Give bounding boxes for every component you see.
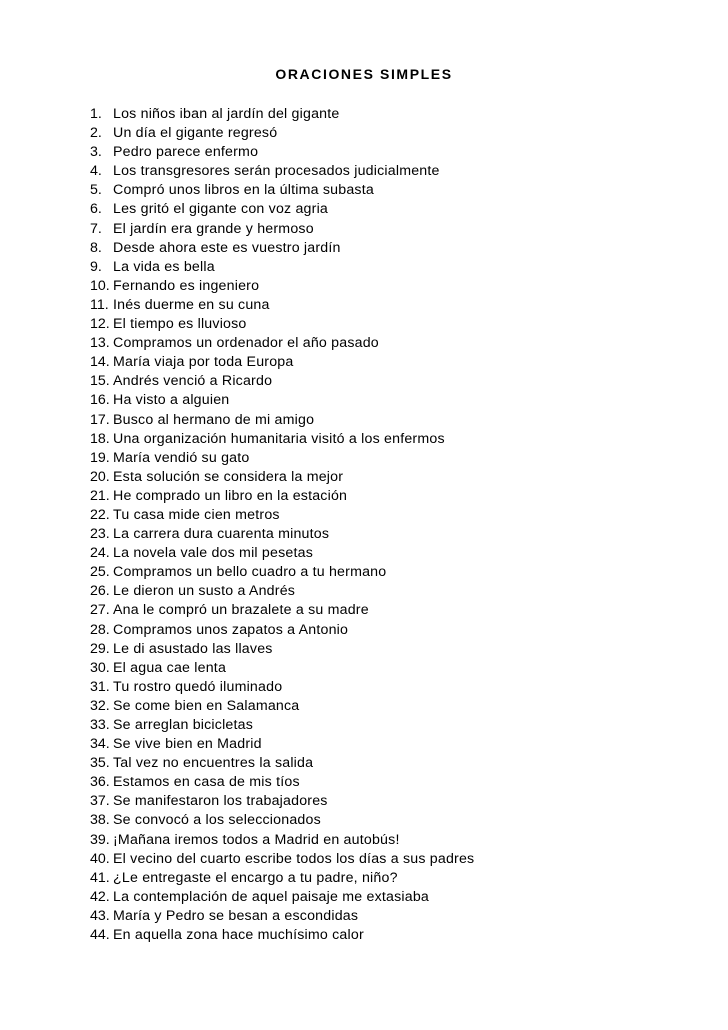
- list-item: [90, 697, 710, 716]
- list-item-number: 31.: [90, 678, 110, 695]
- list-item-number: 21.: [90, 487, 110, 504]
- list-item-number: 10.: [90, 277, 110, 294]
- list-item-text: Pedro parece enfermo: [113, 144, 259, 161]
- list-item-number: 39.: [90, 831, 110, 848]
- list-item: [90, 296, 710, 315]
- list-item-text: Esta solución se considera la mejor: [113, 468, 344, 485]
- list-item-text: Le di asustado las llaves: [113, 640, 273, 657]
- list-item: [90, 468, 710, 487]
- list-item-text: ¿Le entregaste el encargo a tu padre, niño?: [113, 869, 398, 886]
- sentence-list: [90, 105, 710, 945]
- list-item: [90, 582, 710, 601]
- list-item: [90, 353, 710, 372]
- list-item-text: Una organización humanitaria visitó a los enfermos: [113, 430, 445, 447]
- list-item-number: 18.: [90, 430, 110, 447]
- list-item-text: ¡Mañana iremos todos a Madrid en autobús!: [113, 831, 400, 848]
- list-item: [90, 525, 710, 544]
- list-item-number: 2.: [90, 125, 102, 142]
- list-item-text: María vendió su gato: [113, 449, 250, 466]
- list-item-number: 5.: [90, 182, 102, 199]
- list-item-text: Tal vez no encuentres la salida: [113, 755, 314, 772]
- list-item-text: Se convocó a los seleccionados: [113, 812, 321, 829]
- list-item-text: Desde ahora este es vuestro jardín: [113, 239, 341, 256]
- list-item: [90, 449, 710, 468]
- list-item-text: María y Pedro se besan a escondidas: [113, 907, 359, 924]
- list-item: [90, 601, 710, 620]
- list-item-text: Le dieron un susto a Andrés: [113, 583, 296, 600]
- list-item-text: Ana le compró un brazalete a su madre: [113, 602, 369, 619]
- list-item: [90, 181, 710, 200]
- list-item-number: 16.: [90, 392, 110, 409]
- list-item-number: 1.: [90, 106, 102, 122]
- list-item: [90, 372, 710, 391]
- list-item-number: 41.: [90, 869, 110, 886]
- list-item-number: 28.: [90, 621, 110, 638]
- list-item-text: Los transgresores serán procesados judicialmente: [113, 163, 440, 180]
- list-item-text: Se manifestaron los trabajadores: [113, 793, 328, 810]
- list-item-text: Un día el gigante regresó: [113, 125, 278, 142]
- list-item-number: 22.: [90, 506, 110, 523]
- list-item-text: El agua cae lenta: [113, 659, 227, 676]
- list-item-number: 30.: [90, 659, 110, 676]
- list-item: [90, 659, 710, 678]
- list-item-text: La novela vale dos mil pesetas: [113, 545, 314, 562]
- list-item-number: 12.: [90, 316, 110, 333]
- list-item: [90, 411, 710, 430]
- list-item-number: 44.: [90, 927, 110, 944]
- list-item: [90, 621, 710, 640]
- list-item: [90, 926, 710, 945]
- list-item-text: Se come bien en Salamanca: [113, 697, 300, 714]
- list-item: [90, 888, 710, 907]
- list-item-number: 40.: [90, 850, 110, 867]
- list-item-number: 7.: [90, 220, 102, 237]
- list-item-text: Tu casa mide cien metros: [113, 506, 280, 523]
- list-item-text: Tu rostro quedó iluminado: [113, 678, 283, 695]
- list-item-number: 17.: [90, 411, 110, 428]
- list-item-text: Ha visto a alguien: [113, 392, 230, 409]
- list-item-number: 19.: [90, 449, 110, 466]
- list-item-number: 14.: [90, 354, 110, 371]
- list-item-text: Les gritó el gigante con voz agria: [113, 201, 329, 218]
- list-item: [90, 200, 710, 219]
- list-item-text: Busco al hermano de mi amigo: [113, 411, 315, 428]
- list-item: [90, 544, 710, 563]
- list-item: [90, 773, 710, 792]
- list-item-text: La carrera dura cuarenta minutos: [113, 526, 330, 543]
- list-item-number: 29.: [90, 640, 110, 657]
- list-item-number: 4.: [90, 163, 102, 180]
- list-item-text: En aquella zona hace muchísimo calor: [113, 927, 364, 944]
- list-item-number: 25.: [90, 564, 110, 581]
- list-item-number: 34.: [90, 736, 110, 753]
- list-item-number: 23.: [90, 526, 110, 543]
- list-item: [90, 831, 710, 850]
- list-item-number: 43.: [90, 907, 110, 924]
- list-item-number: 13.: [90, 335, 110, 352]
- list-item: [90, 754, 710, 773]
- list-item: [90, 563, 710, 582]
- list-item-text: María viaja por toda Europa: [113, 354, 294, 371]
- list-item-text: El jardín era grande y hermoso: [113, 220, 314, 237]
- list-item-number: 33.: [90, 717, 110, 733]
- page-title-text: ORACIONES SIMPLES: [275, 66, 453, 82]
- page-title: [0, 66, 728, 82]
- list-item-number: 9.: [90, 258, 102, 275]
- list-item: [90, 334, 710, 353]
- list-item-number: 32.: [90, 697, 110, 714]
- list-item-text: Compramos un bello cuadro a tu hermano: [113, 564, 387, 581]
- list-item: [90, 315, 710, 334]
- list-item-text: Compramos un ordenador el año pasado: [113, 335, 379, 352]
- list-item-number: 37.: [90, 793, 110, 810]
- list-item-text: La contemplación de aquel paisaje me extasiaba: [113, 888, 430, 905]
- list-item: [90, 850, 710, 869]
- list-item: [90, 811, 710, 830]
- list-item: [90, 162, 710, 181]
- list-item: [90, 487, 710, 506]
- list-item-number: 35.: [90, 755, 110, 772]
- list-item: [90, 869, 710, 888]
- list-item-text: Los niños iban al jardín del gigante: [113, 106, 340, 122]
- list-item-text: Fernando es ingeniero: [113, 277, 260, 294]
- list-item-number: 27.: [90, 602, 110, 619]
- list-item-text: Compró unos libros en la última subasta: [113, 182, 374, 199]
- list-item: [90, 143, 710, 162]
- list-item-text: La vida es bella: [113, 258, 215, 275]
- list-item: [90, 220, 710, 239]
- list-item-number: 6.: [90, 201, 102, 218]
- list-item: [90, 391, 710, 410]
- list-item-text: El tiempo es lluvioso: [113, 316, 247, 333]
- list-item: [90, 716, 710, 735]
- list-item: [90, 735, 710, 754]
- list-item: [90, 506, 710, 525]
- list-item-number: 8.: [90, 239, 102, 256]
- list-item-number: 11.: [90, 296, 109, 313]
- list-item: [90, 640, 710, 659]
- list-item-text: Se arreglan bicicletas: [113, 717, 254, 733]
- list-item-text: He comprado un libro en la estación: [113, 487, 348, 504]
- list-item-text: Inés duerme en su cuna: [113, 296, 270, 313]
- list-item-text: Estamos en casa de mis tíos: [113, 774, 300, 791]
- list-item-number: 38.: [90, 812, 110, 829]
- list-item-number: 36.: [90, 774, 110, 791]
- list-item: [90, 430, 710, 449]
- list-item-text: Se vive bien en Madrid: [113, 736, 262, 753]
- list-item-number: 26.: [90, 583, 110, 600]
- list-item: [90, 907, 710, 926]
- list-item: [90, 678, 710, 697]
- list-item: [90, 277, 710, 296]
- list-item: [90, 258, 710, 277]
- list-item-number: 15.: [90, 373, 110, 390]
- list-item-number: 24.: [90, 545, 110, 562]
- list-item-text: Compramos unos zapatos a Antonio: [113, 621, 349, 638]
- list-item-text: El vecino del cuarto escribe todos los días a sus padres: [113, 850, 475, 867]
- list-item-number: 3.: [90, 144, 102, 161]
- list-item: [90, 792, 710, 811]
- list-item-number: 20.: [90, 468, 110, 485]
- list-item: [90, 124, 710, 143]
- list-item: [90, 239, 710, 258]
- list-item-text: Andrés venció a Ricardo: [113, 373, 273, 390]
- list-item-number: 42.: [90, 888, 110, 905]
- list-item: [90, 105, 710, 124]
